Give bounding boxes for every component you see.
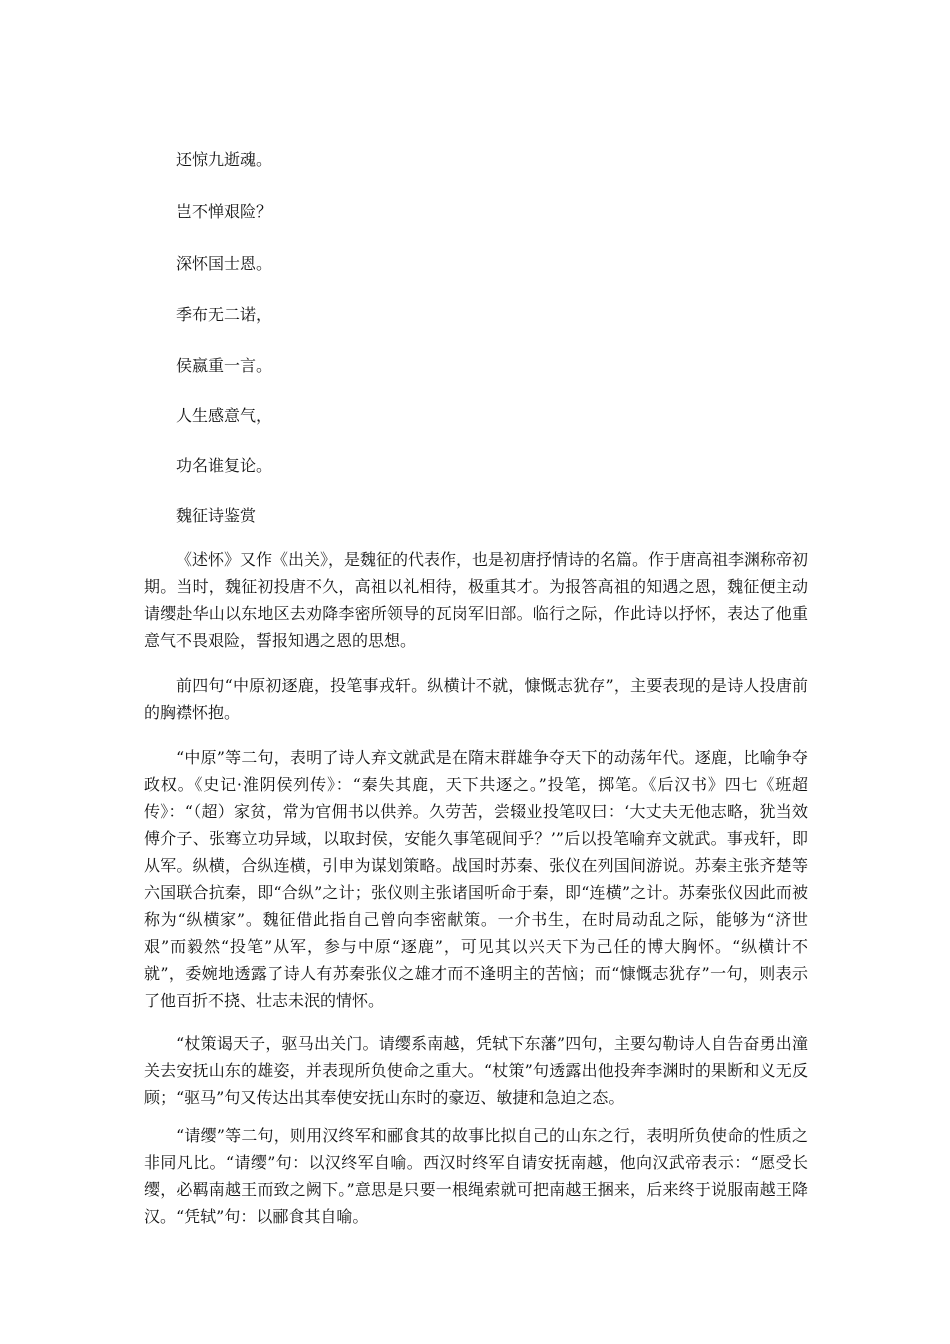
paragraph-first-four-lines: 前四句“中原初逐鹿，投笔事戎轩。纵横计不就，慷慨志犹存”，主要表现的是诗人投唐前的胸襟怀抱。 <box>144 676 808 722</box>
paragraph-zhongyuan-commentary: “中原”等二句，表明了诗人弃文就武是在隋末群雄争夺天下的动荡年代。逐鹿，比喻争夺政权。《史记·淮阴侯列传》：“秦失其鹿，天下共逐之。”投笔，掷笔。《后汉书》四七《班超传》：“（超）家贫，常为官佣书以供养。久劳苦，尝辍业投笔叹曰：‘大丈夫无他志略，犹当效傅介子、张骞立功异域，以取封侯，安能久事笔砚间乎？’”后以投笔喻弃文就武。事戎轩，即从军。纵横，合纵连横，引申为谋划策略。战国时苏秦、张仪在列国间游说。苏秦主张齐楚等六国联合抗秦，即“合纵”之计；张仪则主张诸国听命于秦，即“连横”之计。苏秦张仪因此而被称为“纵横家”。魏征借此指自己曾向李密献策。一介书生，在时局动乱之际，能够为“济世艰”而毅然“投笔”从军，参与中原“逐鹿”，可见其以兴天下为己任的博大胸怀。“纵横计不就”，委婉地透露了诗人有苏秦张仪之雄才而不逢明主的苦恼；而“慷慨志犹存”一句，则表示了他百折不挠、壮志未泯的情怀。 <box>144 748 808 1010</box>
poem-line: 季布无二诺， <box>176 305 273 324</box>
paragraph-qingying-commentary: “请缨”等二句，则用汉终军和郦食其的故事比拟自己的山东之行，表明所负使命的性质之非同凡比。“请缨”句：以汉终军自喻。西汉时终军自请安抚南越，他向汉武帝表示：“愿受长缨，必羁南越王而致之阙下。”意思是只要一根绳索就可把南越王捆来，后来终于说服南越王降汉。“凭轼”句：以郦食其自喻。 <box>144 1126 808 1226</box>
paragraph-intro: 《述怀》又作《出关》，是魏征的代表作，也是初唐抒情诗的名篇。作于唐高祖李渊称帝初期。当时，魏征初投唐不久，高祖以礼相待，极重其才。为报答高祖的知遇之恩，魏征便主动请缨赴华山以东地区去劝降李密所领导的瓦岗军旧部。临行之际，作此诗以抒怀，表达了他重意气不畏艰险，誓报知遇之恩的思想。 <box>144 550 809 650</box>
section-title: 魏征诗鉴赏 <box>176 506 257 525</box>
paragraph-zhangce-commentary: “杖策谒天子，驱马出关门。请缨系南越，凭轼下东藩”四句，主要勾勒诗人自告奋勇出潼关去安抚山东的雄姿，并表现所负使命之重大。“杖策”句透露出他投奔李渊时的果断和义无反顾；“驱马”句又传达出其奉使安抚山东时的豪迈、敏捷和急迫之态。 <box>144 1034 808 1107</box>
poem-line: 侯嬴重一言。 <box>176 356 273 375</box>
poem-line: 人生感意气， <box>176 406 273 425</box>
poem-line: 功名谁复论。 <box>176 456 273 475</box>
poem-line: 还惊九逝魂。 <box>176 150 273 169</box>
poem-line: 岂不惮艰险？ <box>176 202 273 221</box>
poem-line: 深怀国士恩。 <box>176 254 273 273</box>
